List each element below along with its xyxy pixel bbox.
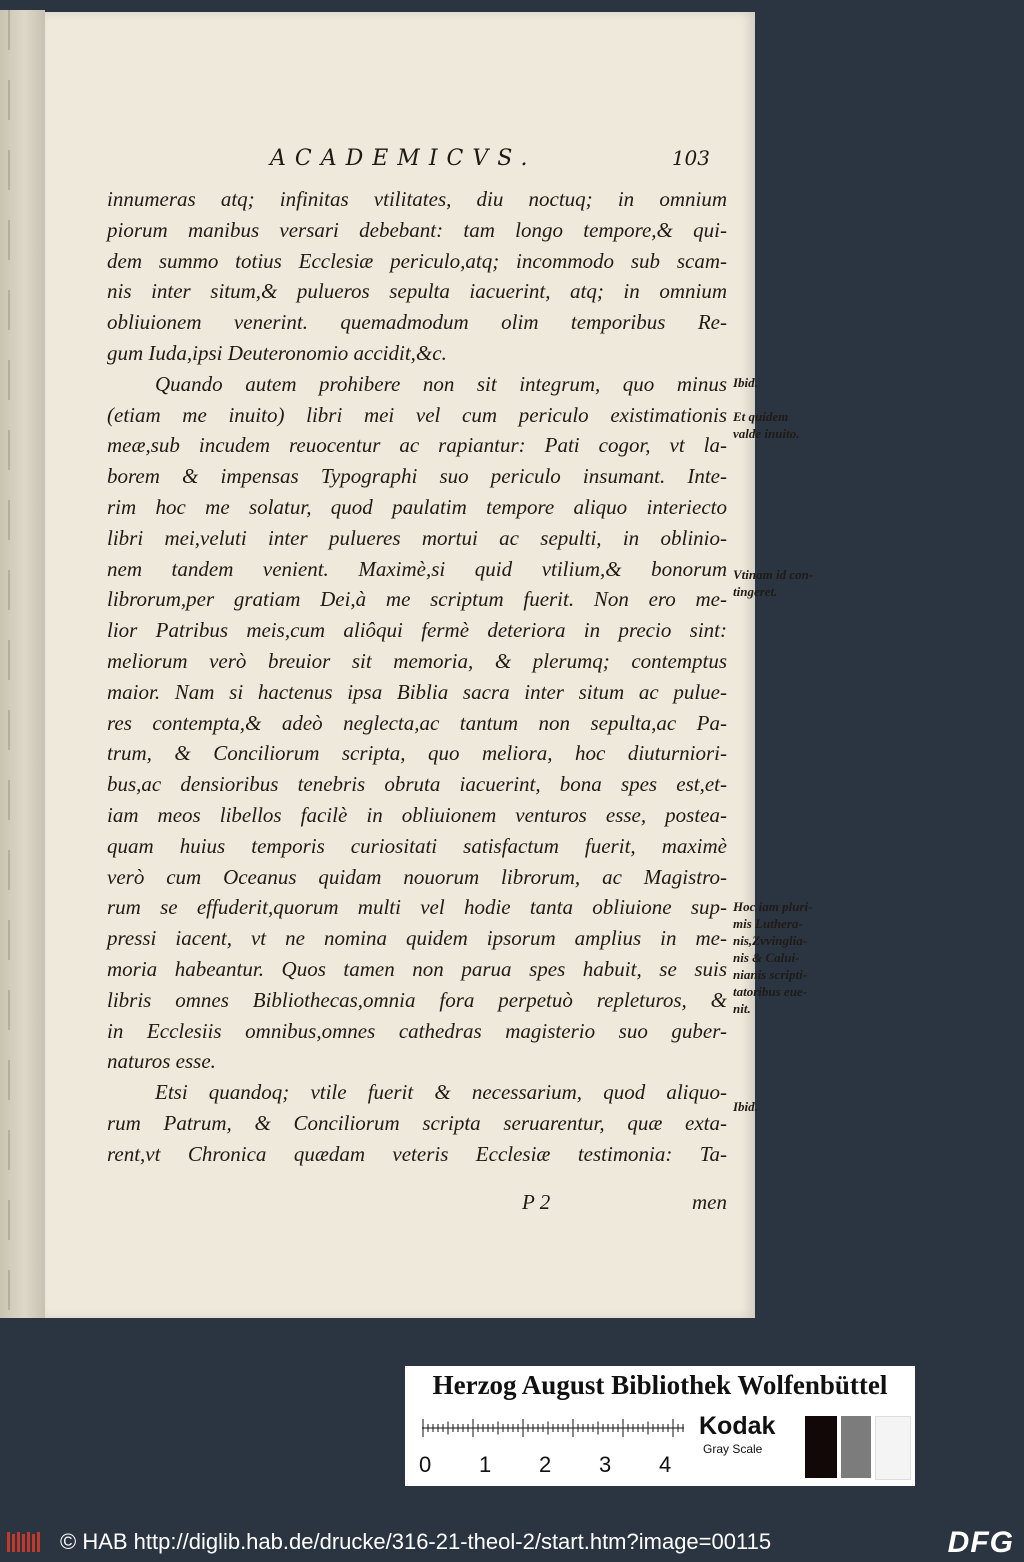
- text-line: verò cum Oceanus quidam nouorum librorum, ac Magistro-: [107, 864, 727, 889]
- text-line: nis inter situm,& pulueros sepulta iacuerint, atq; in omnium: [107, 279, 727, 304]
- text-line: rent,vt Chronica quædam veteris Ecclesiæ testimonia: Ta-: [107, 1141, 727, 1166]
- ruler-number: 2: [539, 1452, 552, 1477]
- text-line: in Ecclesiis omnibus,omnes cathedras magisterio suo guber-: [107, 1018, 727, 1043]
- margin-note-line: Ibid.: [733, 375, 758, 390]
- facing-page-edge: [0, 10, 45, 1318]
- margin-note-line: Ibid.: [733, 1099, 758, 1114]
- margin-note-line: nis & Calui-: [733, 950, 800, 965]
- ruler-scale: [422, 1410, 692, 1446]
- text-line: gum Iuda,ipsi Deuteronomio accidit,&c.: [107, 340, 447, 365]
- ruler-number: 0: [419, 1452, 432, 1477]
- text-line: rum se effuderit,quorum multi vel hodie tanta obliuione sup-: [107, 895, 727, 920]
- margin-note-line: Vtinam id con-: [733, 567, 814, 582]
- ruler-number: 1: [479, 1452, 492, 1477]
- text-line: Etsi quandoq; vtile fuerit & necessarium, quod aliquo-: [155, 1080, 727, 1105]
- text-line: naturos esse.: [107, 1049, 216, 1074]
- margin-note: [733, 374, 855, 391]
- margin-note: [733, 566, 855, 600]
- hab-logo-icon: [6, 1530, 44, 1554]
- text-line: iam meos libellos facilè in obliuionem venturos esse, postea-: [107, 802, 727, 827]
- margin-note-line: nit.: [733, 1001, 751, 1016]
- text-line: trum, & Conciliorum scripta, quo meliora, hoc diuturniori-: [107, 741, 727, 766]
- body-text: [107, 184, 727, 1170]
- text-line: quam huius temporis curiositati satisfactum fuerit, maximè: [107, 833, 727, 858]
- text-line: dem summo totius Ecclesiæ periculo,atq; incommodo sub scam-: [107, 248, 727, 273]
- text-line: obliuionem venerint. quemadmodum olim temporibus Re-: [107, 310, 727, 335]
- ruler-number: 3: [599, 1452, 612, 1477]
- text-line: (etiam me inuito) libri mei vel cum periculo existimationis: [107, 402, 727, 427]
- text-line: res contempta,& adeò neglecta,ac tantum non sepulta,ac Pa-: [107, 710, 727, 735]
- text-line: librorum,per gratiam Dei,à me scriptum fuerit. Non ero me-: [107, 587, 727, 612]
- margin-note-line: nis,Zvvinglia-: [733, 933, 808, 948]
- running-title: ACADEMICVS.: [270, 146, 537, 171]
- text-line: meliorum verò breuior sit memoria, & plerumq; contemptus: [107, 648, 727, 673]
- text-line: borem & impensas Typographi suo periculo insumant. Inte-: [107, 464, 727, 489]
- margin-note-line: Et quidem: [733, 409, 789, 424]
- card-title: Herzog August Bibliothek Wolfenbüttel: [432, 1370, 888, 1400]
- text-line: pressi iacent, vt ne nomina quidem ipsorum amplius in me-: [107, 926, 727, 951]
- page-footer-line: [107, 1190, 727, 1220]
- folio-number: 103: [671, 146, 710, 170]
- margin-note: [733, 408, 855, 442]
- text-line: Quando autem prohibere non sit integrum, quo minus: [155, 371, 727, 396]
- dfg-logo: DFG: [947, 1526, 1014, 1559]
- grayscale-label: Gray Scale: [703, 1442, 763, 1456]
- text-line: bus,ac densioribus tenebris obruta iacuerint, bona spes est,et-: [107, 772, 727, 797]
- calibration-card: [405, 1366, 915, 1486]
- text-line: piorum manibus versari debebant: tam longo tempore,& qui-: [107, 217, 727, 242]
- margin-note-line: valde inuito.: [733, 426, 800, 441]
- text-line: rum Patrum, & Conciliorum scripta seruarentur, quæ exta-: [107, 1110, 727, 1135]
- text-line: rim hoc me solatur, quod paulatim tempore aliquo interiecto: [107, 494, 727, 519]
- margin-note-line: nianis scripti-: [733, 967, 808, 982]
- signature-mark: P 2: [522, 1190, 551, 1214]
- margin-note: [733, 898, 855, 1017]
- margin-note-line: tatoribus eue-: [733, 984, 808, 999]
- gray-swatch: [841, 1416, 871, 1478]
- ruler-number: 4: [659, 1452, 672, 1477]
- text-line: moria habeantur. Quos tamen non parua spes habuit, se suis: [107, 956, 727, 981]
- copyright-link[interactable]: © HAB http://diglib.hab.de/drucke/316-21-theol-2/start.htm?image=00115: [60, 1529, 772, 1554]
- kodak-logo: Kodak: [699, 1412, 776, 1440]
- white-swatch: [875, 1416, 911, 1480]
- text-line: libri mei,veluti inter pulueres mortui ac sepulti, in oblinio-: [107, 525, 727, 550]
- text-line: innumeras atq; infinitas vtilitates, diu noctuq; in omnium: [107, 187, 727, 211]
- text-line: maior. Nam si hactenus ipsa Biblia sacra inter situm ac pulue-: [107, 679, 727, 704]
- viewer-footer: [0, 1520, 1024, 1562]
- margin-note-line: tingeret.: [733, 584, 778, 599]
- page-header: [270, 146, 710, 174]
- text-line: meæ,sub incudem reuocentur ac rapiantur: Pati cogor, vt la-: [107, 433, 727, 458]
- black-swatch: [805, 1416, 837, 1478]
- text-line: lior Patribus meis,cum aliôqui fermè deteriora in precio sint:: [107, 618, 727, 643]
- margin-note-line: Hoc iam pluri-: [733, 899, 813, 914]
- margin-note-line: mis Luthera-: [733, 916, 803, 931]
- text-line: nem tandem venient. Maximè,si quid vtilium,& bonorum: [107, 556, 727, 581]
- margin-note: [733, 1098, 855, 1115]
- catchword: men: [692, 1190, 727, 1214]
- text-line: libris omnes Bibliothecas,omnia fora perpetuò repleturos, &: [107, 987, 727, 1012]
